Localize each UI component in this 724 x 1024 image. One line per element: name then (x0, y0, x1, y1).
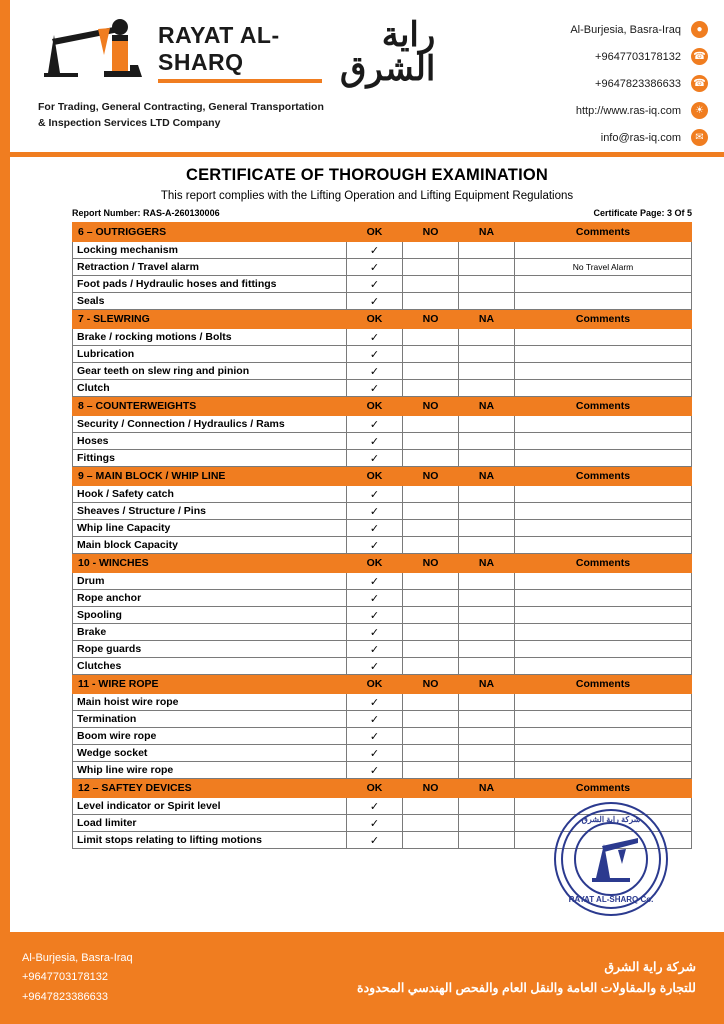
document-footer (0, 932, 724, 1024)
inspection-item-label: Whip line Capacity (73, 520, 347, 537)
comment-cell[interactable] (515, 537, 692, 554)
no-checkbox-cell[interactable] (403, 658, 459, 675)
inspection-item-label: Fittings (73, 450, 347, 467)
comment-cell[interactable] (515, 293, 692, 310)
inspection-item-label: Foot pads / Hydraulic hoses and fittings (73, 276, 347, 293)
no-checkbox-cell[interactable] (403, 450, 459, 467)
column-header-no: NO (403, 397, 459, 416)
comment-cell[interactable] (515, 728, 692, 745)
no-checkbox-cell[interactable] (403, 641, 459, 658)
section-title: 7 - SLEWRING (73, 310, 347, 329)
no-checkbox-cell[interactable] (403, 293, 459, 310)
ok-checkbox-cell[interactable]: ✓ (347, 745, 403, 762)
ok-checkbox-cell[interactable]: ✓ (347, 728, 403, 745)
na-checkbox-cell[interactable] (459, 242, 515, 259)
column-header-comments: Comments (515, 675, 692, 694)
column-header-no: NO (403, 779, 459, 798)
ok-checkbox-cell[interactable]: ✓ (347, 641, 403, 658)
comment-cell[interactable] (515, 624, 692, 641)
section-header-row (73, 223, 692, 242)
na-checkbox-cell[interactable] (459, 728, 515, 745)
table-row (73, 590, 692, 607)
inspection-item-label: Clutch (73, 380, 347, 397)
inspection-item-label: Seals (73, 293, 347, 310)
table-row (73, 486, 692, 503)
contact-email[interactable] (570, 124, 708, 151)
inspection-item-label: Whip line wire rope (73, 762, 347, 779)
ok-checkbox-cell[interactable]: ✓ (347, 450, 403, 467)
inspection-item-label: Drum (73, 573, 347, 590)
comment-cell[interactable] (515, 242, 692, 259)
no-checkbox-cell[interactable] (403, 762, 459, 779)
stamp-text-en: RAYAT AL-SHARQ Co. (568, 895, 654, 904)
na-checkbox-cell[interactable] (459, 486, 515, 503)
report-number (72, 208, 220, 218)
comment-cell[interactable] (515, 711, 692, 728)
column-header-no: NO (403, 310, 459, 329)
ok-checkbox-cell[interactable]: ✓ (347, 762, 403, 779)
comment-cell[interactable] (515, 450, 692, 467)
comment-cell[interactable] (515, 658, 692, 675)
section-header-row (73, 675, 692, 694)
no-checkbox-cell[interactable] (403, 363, 459, 380)
column-header-na: NA (459, 397, 515, 416)
table-row (73, 363, 692, 380)
na-checkbox-cell[interactable] (459, 346, 515, 363)
inspection-item-label: Brake (73, 624, 347, 641)
table-row (73, 537, 692, 554)
table-row (73, 798, 692, 815)
column-header-ok: OK (347, 554, 403, 573)
page-subtitle: This report complies with the Lifting Operation and Lifting Equipment Regulations (160, 190, 574, 202)
na-checkbox-cell[interactable] (459, 450, 515, 467)
no-checkbox-cell[interactable] (403, 711, 459, 728)
ok-checkbox-cell[interactable]: ✓ (347, 832, 403, 849)
no-checkbox-cell[interactable] (403, 832, 459, 849)
section-header-row (73, 467, 692, 486)
contact-website[interactable] (570, 97, 708, 124)
table-row (73, 450, 692, 467)
table-row (73, 329, 692, 346)
contact-block (570, 0, 724, 151)
no-checkbox-cell[interactable] (403, 573, 459, 590)
no-checkbox-cell[interactable] (403, 416, 459, 433)
comment-cell[interactable]: No Travel Alarm (515, 259, 692, 276)
inspection-item-label: Hoses (73, 433, 347, 450)
na-checkbox-cell[interactable] (459, 815, 515, 832)
ok-checkbox-cell[interactable]: ✓ (347, 573, 403, 590)
contact-email-text[interactable]: info@ras-iq.com (600, 131, 681, 144)
na-checkbox-cell[interactable] (459, 762, 515, 779)
comment-cell[interactable] (515, 433, 692, 450)
logo-text-ar: راية الشرق (340, 16, 436, 88)
comment-cell[interactable] (515, 745, 692, 762)
comment-cell[interactable] (515, 641, 692, 658)
column-header-comments: Comments (515, 779, 692, 798)
no-checkbox-cell[interactable] (403, 259, 459, 276)
column-header-no: NO (403, 467, 459, 486)
stamp-text-ar: شركة راية الشرق (581, 815, 641, 824)
inspection-item-label: Rope guards (73, 641, 347, 658)
table-row (73, 641, 692, 658)
ok-checkbox-cell[interactable]: ✓ (347, 658, 403, 675)
comment-cell[interactable] (515, 694, 692, 711)
section-title: 6 – OUTRIGGERS (73, 223, 347, 242)
na-checkbox-cell[interactable] (459, 607, 515, 624)
footer-arabic (357, 957, 696, 1000)
comment-cell[interactable] (515, 503, 692, 520)
ok-checkbox-cell[interactable]: ✓ (347, 486, 403, 503)
inspection-item-label: Retraction / Travel alarm (73, 259, 347, 276)
section-title: 12 – SAFTEY DEVICES (73, 779, 347, 798)
ok-checkbox-cell[interactable]: ✓ (347, 503, 403, 520)
na-checkbox-cell[interactable] (459, 259, 515, 276)
ok-checkbox-cell[interactable]: ✓ (347, 537, 403, 554)
no-checkbox-cell[interactable] (403, 728, 459, 745)
globe-icon: ☀ (691, 102, 708, 119)
na-checkbox-cell[interactable] (459, 520, 515, 537)
table-row (73, 711, 692, 728)
column-header-na: NA (459, 675, 515, 694)
inspection-item-label: Boom wire rope (73, 728, 347, 745)
table-row (73, 815, 692, 832)
table-row (73, 346, 692, 363)
comment-cell[interactable] (515, 832, 692, 849)
contact-address-text: Al-Burjesia, Basra-Iraq (570, 23, 681, 36)
column-header-ok: OK (347, 223, 403, 242)
ok-checkbox-cell[interactable]: ✓ (347, 416, 403, 433)
section-title: 8 – COUNTERWEIGHTS (73, 397, 347, 416)
na-checkbox-cell[interactable] (459, 658, 515, 675)
inspection-table-area (0, 222, 724, 849)
contact-phone-1 (570, 43, 708, 70)
certificate-page: Certificate Page: 3 Of 5 (593, 208, 692, 218)
no-checkbox-cell[interactable] (403, 624, 459, 641)
report-number-label: Report Number: (72, 208, 141, 218)
footer-phone-1: +9647703178132 (22, 971, 108, 984)
crane-logo-icon (38, 15, 150, 89)
column-header-na: NA (459, 467, 515, 486)
comment-cell[interactable] (515, 815, 692, 832)
column-header-comments: Comments (515, 554, 692, 573)
ok-checkbox-cell[interactable]: ✓ (347, 694, 403, 711)
na-checkbox-cell[interactable] (459, 433, 515, 450)
inspection-item-label: Locking mechanism (73, 242, 347, 259)
table-row (73, 380, 692, 397)
ok-checkbox-cell[interactable]: ✓ (347, 711, 403, 728)
footer-arabic-line-1: شركة راية الشرق (604, 959, 696, 974)
footer-arabic-line-2: للتجارة والمقاولات العامة والنقل العام والفحص الهندسي المحدودة (357, 981, 696, 995)
comment-cell[interactable] (515, 380, 692, 397)
ok-checkbox-cell[interactable]: ✓ (347, 590, 403, 607)
comment-cell[interactable] (515, 590, 692, 607)
ok-checkbox-cell[interactable]: ✓ (347, 607, 403, 624)
ok-checkbox-cell[interactable]: ✓ (347, 624, 403, 641)
section-header-row (73, 310, 692, 329)
ok-checkbox-cell[interactable]: ✓ (347, 276, 403, 293)
phone-icon: ☎ (691, 48, 708, 65)
inspection-item-label: Termination (73, 711, 347, 728)
inspection-item-label: Sheaves / Structure / Pins (73, 503, 347, 520)
ok-checkbox-cell[interactable]: ✓ (347, 380, 403, 397)
inspection-item-label: Main hoist wire rope (73, 694, 347, 711)
inspection-item-label: Hook / Safety catch (73, 486, 347, 503)
inspection-item-label: Limit stops relating to lifting motions (73, 832, 347, 849)
no-checkbox-cell[interactable] (403, 276, 459, 293)
inspection-item-label: Spooling (73, 607, 347, 624)
page-title: CERTIFICATE OF THOROUGH EXAMINATION (185, 166, 549, 184)
no-checkbox-cell[interactable] (403, 486, 459, 503)
contact-phone-2 (570, 70, 708, 97)
no-checkbox-cell[interactable] (403, 503, 459, 520)
ok-checkbox-cell[interactable]: ✓ (347, 798, 403, 815)
section-header-row (73, 554, 692, 573)
contact-address (570, 16, 708, 43)
logo-underline (158, 79, 322, 83)
column-header-comments: Comments (515, 467, 692, 486)
inspection-table (72, 222, 692, 849)
column-header-comments: Comments (515, 223, 692, 242)
column-header-na: NA (459, 310, 515, 329)
na-checkbox-cell[interactable] (459, 503, 515, 520)
ok-checkbox-cell[interactable]: ✓ (347, 346, 403, 363)
left-accent-bar (0, 0, 10, 1024)
no-checkbox-cell[interactable] (403, 745, 459, 762)
column-header-comments: Comments (515, 310, 692, 329)
ok-checkbox-cell[interactable]: ✓ (347, 259, 403, 276)
footer-address: Al-Burjesia, Basra-Iraq (22, 952, 133, 965)
table-row (73, 658, 692, 675)
comment-cell[interactable] (515, 762, 692, 779)
no-checkbox-cell[interactable] (403, 798, 459, 815)
contact-phone-2-text: +9647823386633 (595, 77, 681, 90)
ok-checkbox-cell[interactable]: ✓ (347, 329, 403, 346)
comment-cell[interactable] (515, 798, 692, 815)
section-title: 11 - WIRE ROPE (73, 675, 347, 694)
no-checkbox-cell[interactable] (403, 537, 459, 554)
table-row (73, 416, 692, 433)
table-row (73, 276, 692, 293)
comment-cell[interactable] (515, 520, 692, 537)
table-row (73, 259, 692, 276)
column-header-no: NO (403, 223, 459, 242)
table-row (73, 728, 692, 745)
table-row (73, 242, 692, 259)
table-row (73, 624, 692, 641)
table-row (73, 433, 692, 450)
inspection-item-label: Brake / rocking motions / Bolts (73, 329, 347, 346)
comment-cell[interactable] (515, 573, 692, 590)
no-checkbox-cell[interactable] (403, 694, 459, 711)
na-checkbox-cell[interactable] (459, 711, 515, 728)
footer-phone-2: +9647823386633 (22, 990, 108, 1003)
inspection-item-label: Clutches (73, 658, 347, 675)
column-header-no: NO (403, 675, 459, 694)
comment-cell[interactable] (515, 363, 692, 380)
column-header-na: NA (459, 223, 515, 242)
na-checkbox-cell[interactable] (459, 573, 515, 590)
no-checkbox-cell[interactable] (403, 815, 459, 832)
contact-phone-1-text: +9647703178132 (595, 50, 681, 63)
phone-icon: ☎ (691, 75, 708, 92)
ok-checkbox-cell[interactable]: ✓ (347, 815, 403, 832)
no-checkbox-cell[interactable] (403, 433, 459, 450)
location-pin-icon: ● (691, 21, 708, 38)
table-row (73, 832, 692, 849)
no-checkbox-cell[interactable] (403, 380, 459, 397)
envelope-icon: ✉ (691, 129, 708, 146)
comment-cell[interactable] (515, 346, 692, 363)
ok-checkbox-cell[interactable]: ✓ (347, 293, 403, 310)
table-row (73, 607, 692, 624)
comment-cell[interactable] (515, 486, 692, 503)
na-checkbox-cell[interactable] (459, 798, 515, 815)
inspection-item-label: Security / Connection / Hydraulics / Rams (73, 416, 347, 433)
section-header-row (73, 397, 692, 416)
inspection-item-label: Rope anchor (73, 590, 347, 607)
column-header-ok: OK (347, 397, 403, 416)
no-checkbox-cell[interactable] (403, 242, 459, 259)
na-checkbox-cell[interactable] (459, 832, 515, 849)
table-row (73, 503, 692, 520)
na-checkbox-cell[interactable] (459, 329, 515, 346)
inspection-item-label: Wedge socket (73, 745, 347, 762)
comment-cell[interactable] (515, 329, 692, 346)
ok-checkbox-cell[interactable]: ✓ (347, 242, 403, 259)
contact-website-text[interactable]: http://www.ras-iq.com (575, 104, 681, 117)
inspection-item-label: Lubrication (73, 346, 347, 363)
inspection-item-label: Gear teeth on slew ring and pinion (73, 363, 347, 380)
na-checkbox-cell[interactable] (459, 380, 515, 397)
column-header-na: NA (459, 554, 515, 573)
na-checkbox-cell[interactable] (459, 694, 515, 711)
tagline-line-2: & Inspection Services LTD Company (38, 116, 221, 129)
section-header-row (73, 779, 692, 798)
table-row (73, 293, 692, 310)
inspection-item-label: Main block Capacity (73, 537, 347, 554)
na-checkbox-cell[interactable] (459, 745, 515, 762)
na-checkbox-cell[interactable] (459, 590, 515, 607)
table-row (73, 694, 692, 711)
table-row (73, 573, 692, 590)
na-checkbox-cell[interactable] (459, 416, 515, 433)
column-header-comments: Comments (515, 397, 692, 416)
section-title: 9 – MAIN BLOCK / WHIP LINE (73, 467, 347, 486)
no-checkbox-cell[interactable] (403, 607, 459, 624)
tagline-line-1: For Trading, General Contracting, General Transportation (38, 101, 324, 113)
table-row (73, 745, 692, 762)
company-logo-block (10, 0, 436, 132)
inspection-item-label: Load limiter (73, 815, 347, 832)
table-row (73, 520, 692, 537)
na-checkbox-cell[interactable] (459, 641, 515, 658)
column-header-ok: OK (347, 310, 403, 329)
na-checkbox-cell[interactable] (459, 293, 515, 310)
na-checkbox-cell[interactable] (459, 537, 515, 554)
document-header (0, 0, 724, 152)
footer-contact (22, 949, 133, 1007)
column-header-ok: OK (347, 779, 403, 798)
inspection-item-label: Level indicator or Spirit level (73, 798, 347, 815)
column-header-ok: OK (347, 467, 403, 486)
no-checkbox-cell[interactable] (403, 520, 459, 537)
column-header-na: NA (459, 779, 515, 798)
ok-checkbox-cell[interactable]: ✓ (347, 433, 403, 450)
comment-cell[interactable] (515, 607, 692, 624)
comment-cell[interactable] (515, 276, 692, 293)
no-checkbox-cell[interactable] (403, 346, 459, 363)
report-number-value: RAS-A-260130006 (143, 208, 220, 218)
no-checkbox-cell[interactable] (403, 590, 459, 607)
comment-cell[interactable] (515, 416, 692, 433)
ok-checkbox-cell[interactable]: ✓ (347, 520, 403, 537)
title-block (0, 157, 724, 202)
ok-checkbox-cell[interactable]: ✓ (347, 363, 403, 380)
column-header-ok: OK (347, 675, 403, 694)
section-title: 10 - WINCHES (73, 554, 347, 573)
column-header-no: NO (403, 554, 459, 573)
logo-text-en: RAYAT AL-SHARQ (158, 21, 280, 75)
na-checkbox-cell[interactable] (459, 624, 515, 641)
no-checkbox-cell[interactable] (403, 329, 459, 346)
na-checkbox-cell[interactable] (459, 363, 515, 380)
na-checkbox-cell[interactable] (459, 276, 515, 293)
table-row (73, 762, 692, 779)
document-meta (0, 202, 724, 222)
